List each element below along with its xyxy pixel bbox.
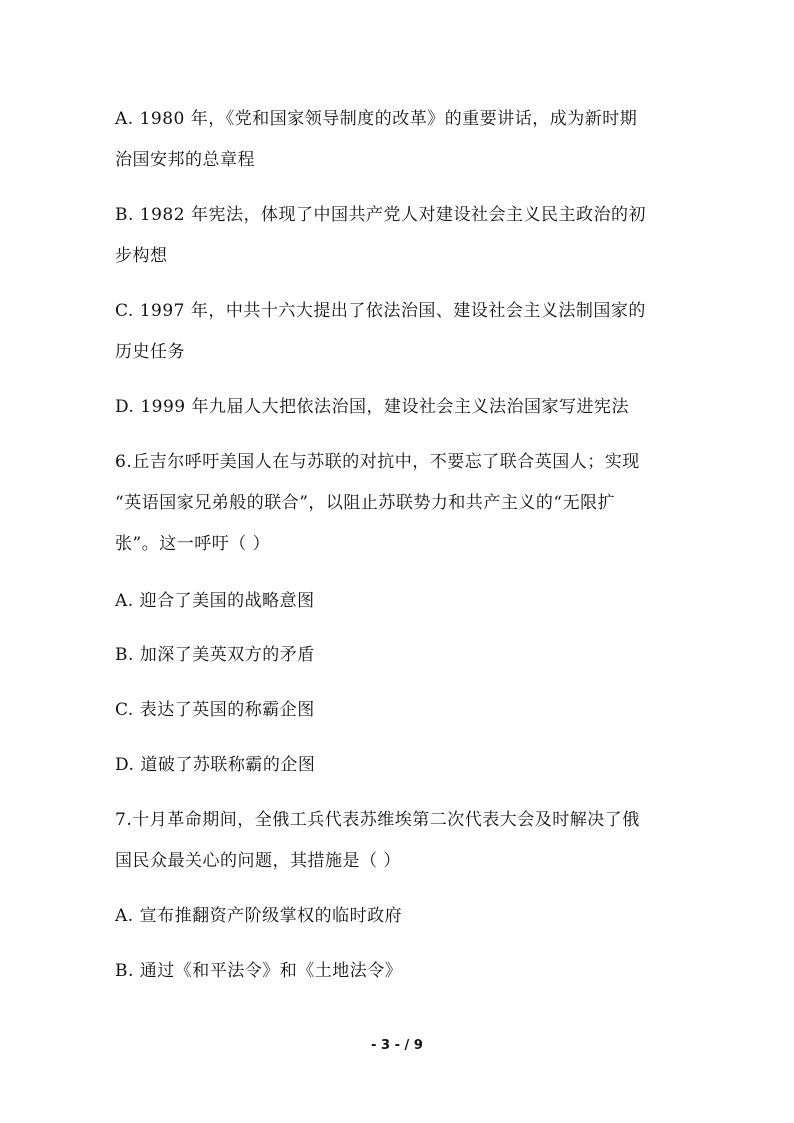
option-b-q5: B. 1982 年宪法，体现了中国共产党人对建设社会主义民主政治的初 [115,205,646,225]
option-c-q5: C. 1997 年，中共十六大提出了依法治国、建设社会主义法制国家的 [115,301,646,321]
question-6: 6.丘吉尔呼吁美国人在与苏联的对抗中，不要忘了联合英国人；实现 [115,452,640,472]
option-c-q5-cont: 历史任务 [115,342,185,362]
option-c-q6: C. 表达了英国的称霸企图 [115,700,315,720]
option-d-q5: D. 1999 年九届人大把依法治国，建设社会主义法治国家写进宪法 [115,397,629,417]
option-b-q5-cont: 步构想 [115,246,168,266]
option-b-q6: B. 加深了美英双方的矛盾 [115,645,315,665]
page-number: - 3 - / 9 [371,1038,423,1053]
option-d-q6: D. 道破了苏联称霸的企图 [115,755,316,775]
question-6-cont2: 张”。这一呼吁（ ） [115,534,271,554]
option-a-q5-cont: 治国安邦的总章程 [115,150,255,170]
question-6-cont: “英语国家兄弟般的联合”，以阻止苏联势力和共产主义的“无限扩 [115,493,616,513]
option-a-q7: A. 宣布推翻资产阶级掌权的临时政府 [115,906,403,926]
option-a-q5: A. 1980 年，《党和国家领导制度的改革》的重要讲话，成为新时期 [115,109,638,129]
option-b-q7: B. 通过《和平法令》和《土地法令》 [115,961,403,981]
question-7: 7.十月革命期间，全俄工兵代表苏维埃第二次代表大会及时解决了俄 [115,810,640,830]
option-a-q6: A. 迎合了美国的战略意图 [115,591,315,611]
question-7-cont: 国民众最关心的问题，其措施是（ ） [115,851,401,871]
